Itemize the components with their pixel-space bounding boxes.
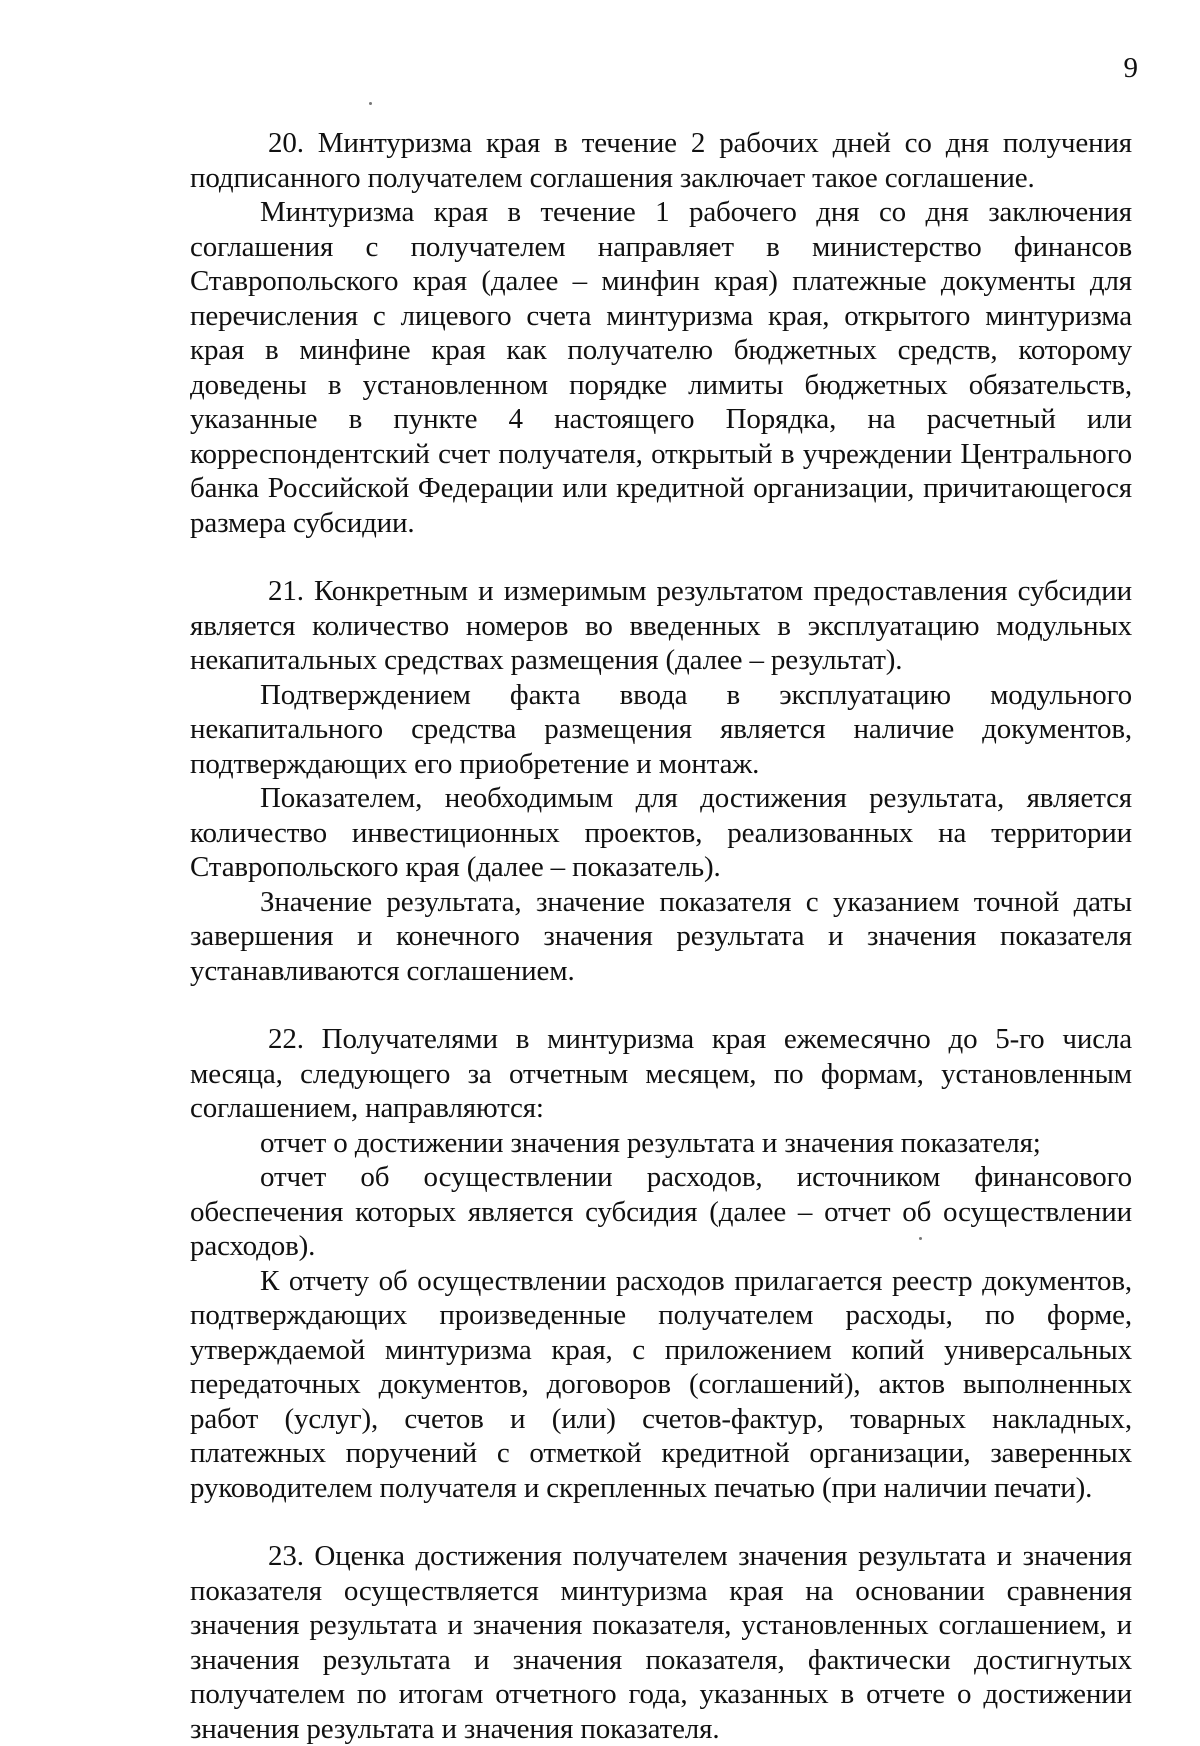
paragraph-22-2: отчет о достижении значения результата и значения показателя; (260, 1126, 1041, 1159)
page-number: 9 (1123, 52, 1138, 84)
document-body (190, 126, 1132, 1746)
paragraph-21-3: Показателем, необходимым для достижения результата, является количество инвестиционных проектов, реализованных на территории Ставропольского края (далее – показатель). (190, 782, 1132, 883)
scan-artifact-dot (919, 1237, 922, 1240)
paragraph-23-1: 23. Оценка достижения получателем значения результата и значения показателя осуществляется минтуризма края на основании сравнения значения результата и значения показателя, установленных соглашением, и значения результата и значения показателя, фактически достигнутых получателем по итогам отчетного года, указанных в отчете о достижении значения результата и значения показателя. (190, 1540, 1132, 1745)
paragraph-21-4: Значение результата, значение показателя с указанием точной даты завершения и конечного значения результата и значения показателя устанавливаются соглашением. (190, 885, 1132, 987)
paragraph-21-1: 21. Конкретным и измеримым результатом предоставления субсидии является количество номеров во введенных в эксплуатацию модульных некапитальных средствах размещения (далее – результат). (190, 575, 1132, 676)
paragraph-22-3: отчет об осуществлении расходов, источником финансового обеспечения которых является субсидия (далее – отчет об осуществлении расходов). (190, 1161, 1132, 1262)
paragraph-20-2: Минтуризма края в течение 1 рабочего дня со дня заключения соглашения с получателем направляет в министерство финансов Ставропольского края (далее – минфин края) платежные документы для перечисления с лицевого счета минтуризма края, открытого минтуризма края в минфине края как получателю бюджетных средств, которому доведены в установленном порядке лимиты бюджетных обязательств, указанные в пункте 4 настоящего Порядка, на расчетный или корреспондентский счет получателя, открытый в учреждении Центрального банка Российской Федерации или кредитной организации, причитающегося размера субсидии. (190, 196, 1132, 539)
paragraph-22-4: К отчету об осуществлении расходов прилагается реестр документов, подтверждающих произведенные получателем расходы, по форме, утверждаемой минтуризма края, с приложением копий универсальных передаточных документов, договоров (соглашений), актов выполненных работ (услуг), счетов и (или) счетов-фактур, товарных накладных, платежных поручений с отметкой кредитной организации, заверенных руководителем получателя и скрепленных печатью (при наличии печати). (190, 1264, 1132, 1504)
paragraph-21-2: Подтверждением факта ввода в эксплуатацию модульного некапитального средства размещения является наличие документов, подтверждающих его приобретение и монтаж. (190, 678, 1132, 780)
paragraph-20-1: 20. Минтуризма края в течение 2 рабочих дней со дня получения подписанного получателем соглашения заключает такое соглашение. (190, 127, 1132, 194)
paragraph-22-1: 22. Получателями в минтуризма края ежемесячно до 5-го числа месяца, следующего за отчетным месяцем, по формам, установленным соглашением, направляются: (190, 1023, 1132, 1124)
scan-artifact-dot (369, 102, 372, 105)
